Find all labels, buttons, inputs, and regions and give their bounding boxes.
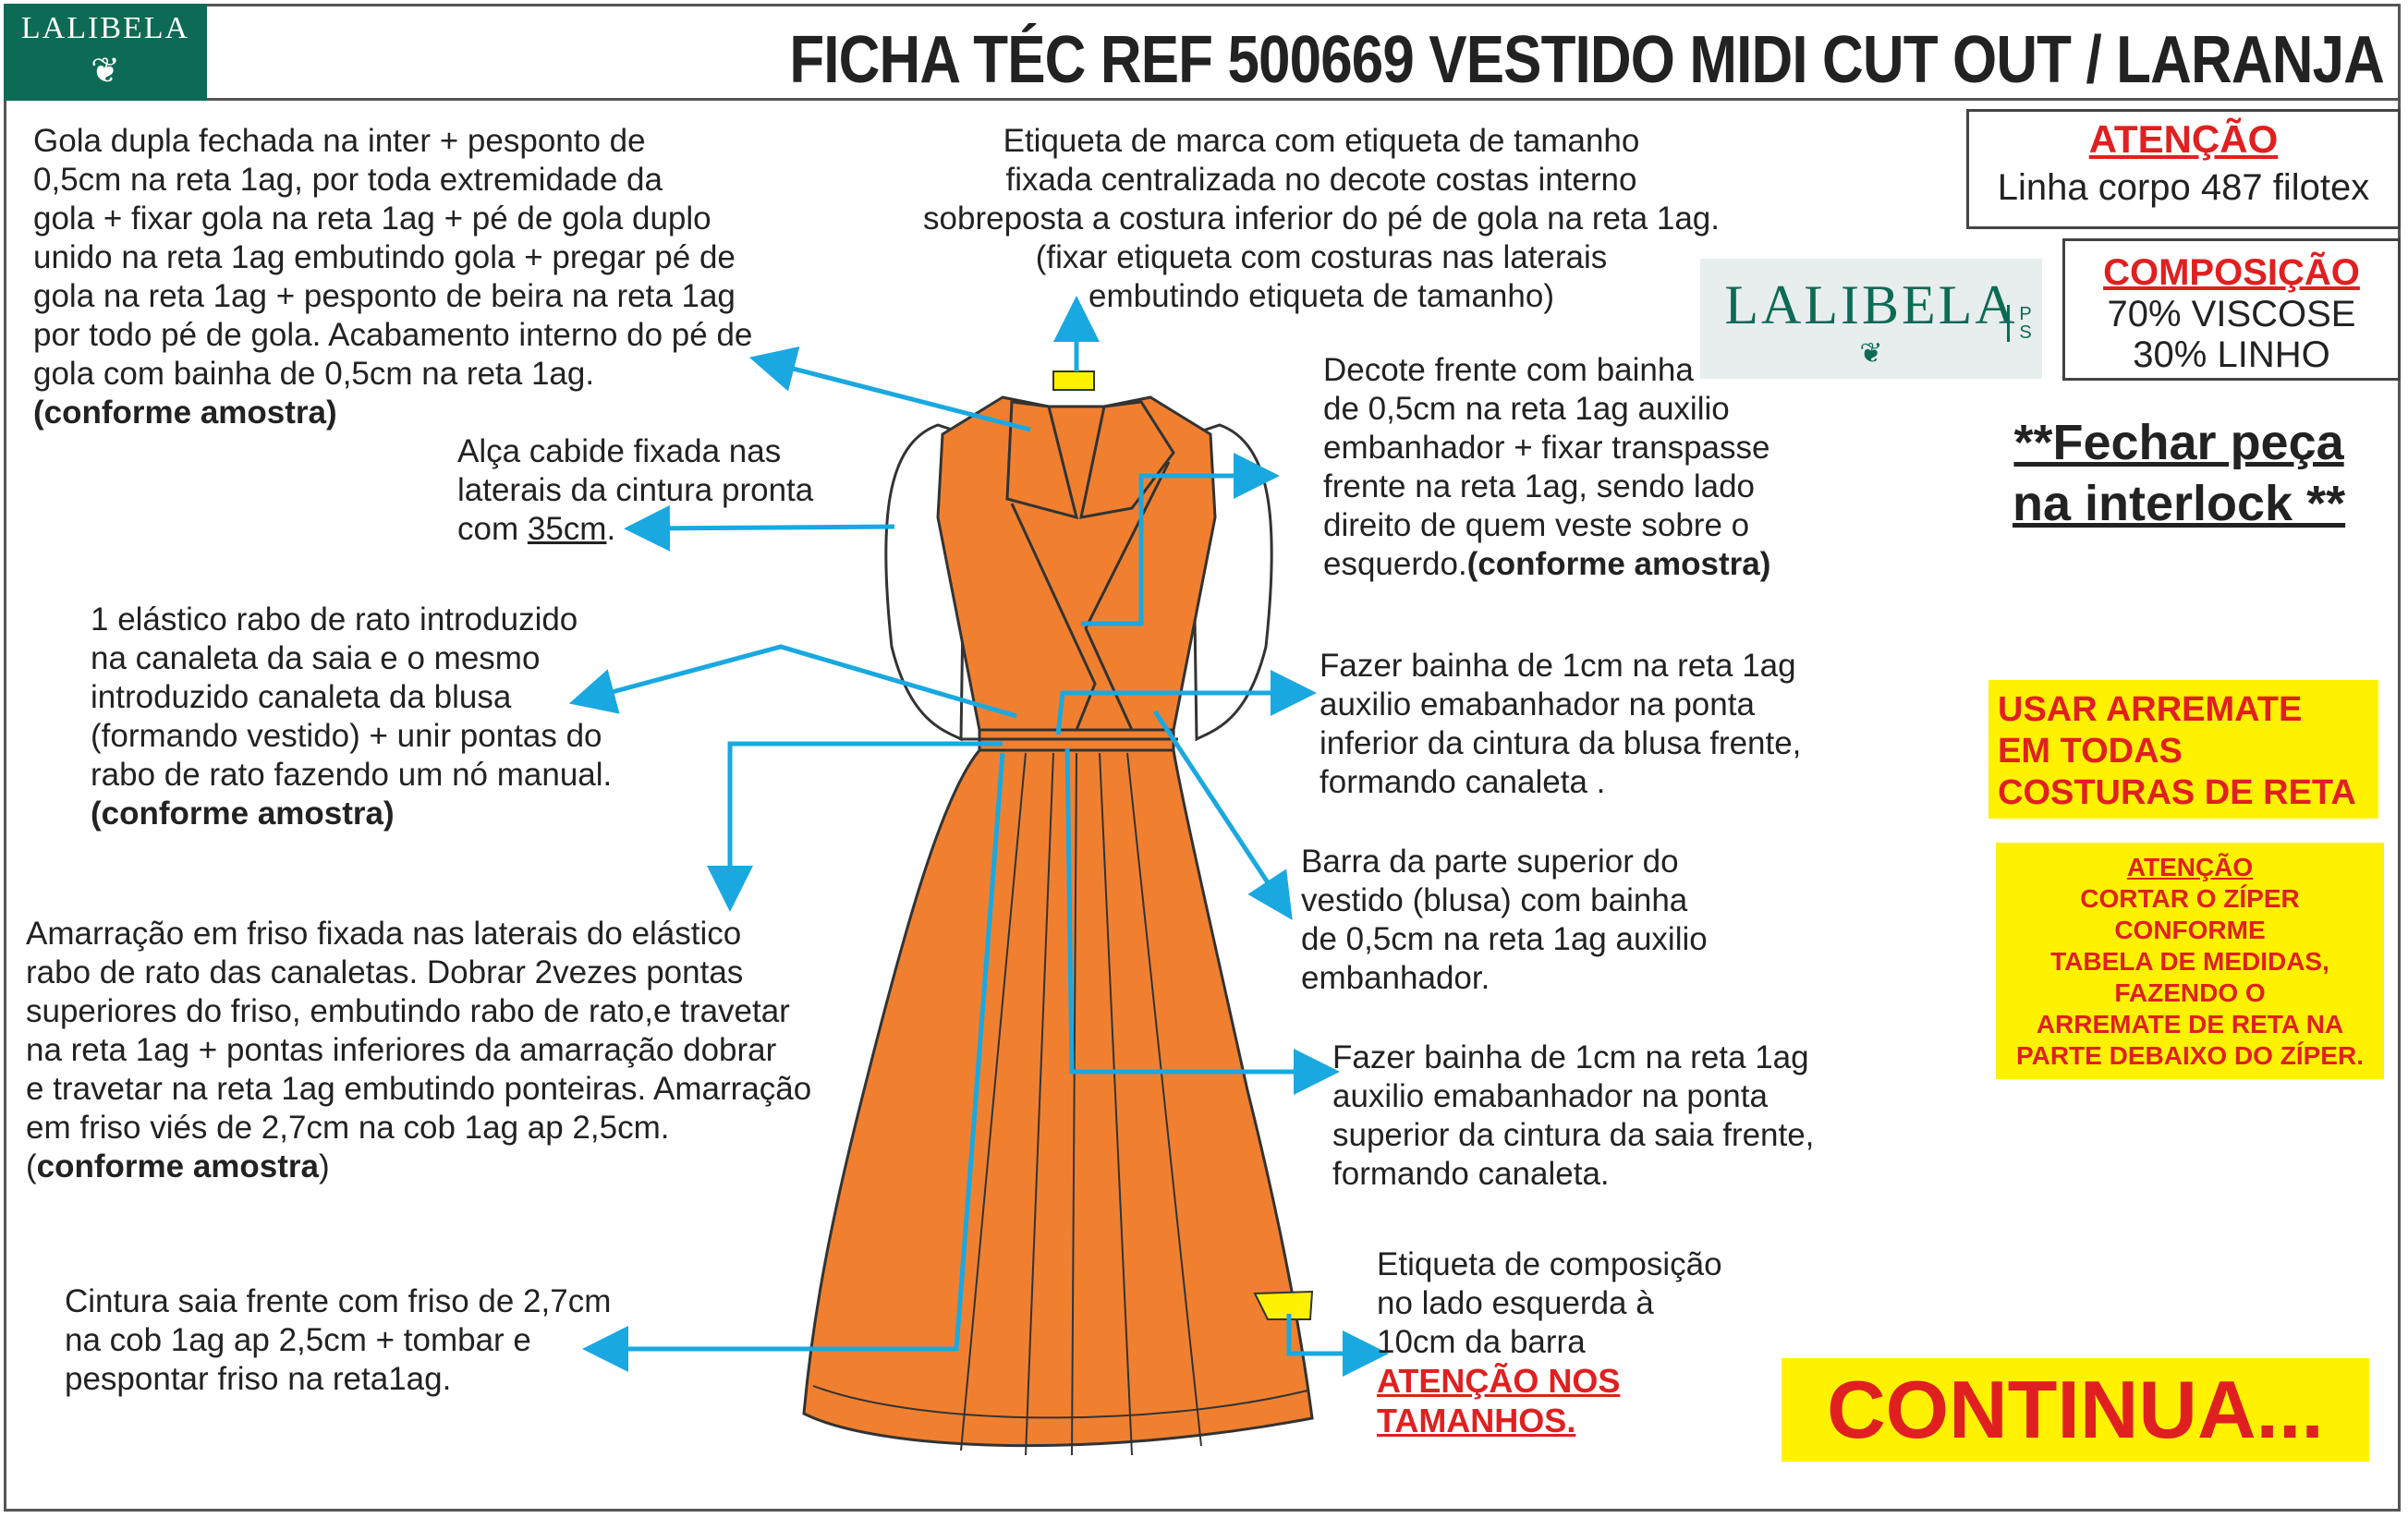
annotation-etiqueta-marca: Etiqueta de marca com etiqueta de tamanho fixada centralizada no decote costas interno sobreposta a costura inferior do pé de gola na reta 1ag. (fixar etiqueta com costuras nas laterais embutindo etiqueta de tamanho) xyxy=(923,123,1720,314)
annotation-gola-bold: (conforme amostra) xyxy=(33,395,337,431)
atencao-box xyxy=(1966,109,2401,229)
annotation-bainha-inferior: Fazer bainha de 1cm na reta 1ag auxilio emabanhador na ponta inferior da cintura da blusa frente, formando canaleta . xyxy=(1320,648,1802,800)
annotation-amarracao-paren-close: ) xyxy=(319,1148,330,1184)
annotation-elastico-text: 1 elástico rabo de rato introduzido na canaleta da saia e o mesmo introduzido canaleta da blusa (formando vestido) + unir pontas do rabo de rato fazendo um nó manual. xyxy=(91,601,613,793)
atencao-box-title: ATENÇÃO xyxy=(2088,117,2279,161)
annotation-decote xyxy=(1323,351,1770,584)
annotation-cintura: Cintura saia frente com friso de 2,7cm na cob 1ag ap 2,5cm + tombar e pespontar friso na reta1ag. xyxy=(65,1283,612,1397)
composicao-box-line2: 30% LINHO xyxy=(2133,334,2330,375)
annotation-bainha-superior: Fazer bainha de 1cm na reta 1ag auxilio emabanhador na ponta superior da cintura da saia frente, formando canaleta. xyxy=(1332,1039,1815,1192)
annotation-etiqueta-comp-warning: ATENÇÃO NOS TAMANHOS. xyxy=(1377,1362,1621,1439)
arrow-gola xyxy=(772,363,1030,430)
atencao-box-text: Linha corpo 487 filotex xyxy=(1997,167,2370,208)
page-title: FICHA TÉC REF 500669 VESTIDO MIDI CUT OUT / LARANJA xyxy=(789,23,2384,97)
label-logo xyxy=(1700,259,2042,379)
label-sizes: P S xyxy=(2007,305,2041,342)
ziper-note-title: ATENÇÃO xyxy=(2126,853,2254,881)
label-logo-text: LALIBELA xyxy=(1724,274,2018,335)
continua-banner: CONTINUA... xyxy=(1782,1358,2369,1462)
fechar-note: **Fechar peça na interlock ** xyxy=(2013,415,2346,531)
annotation-barra-superior: Barra da parte superior do vestido (blusa) com bainha de 0,5cm na reta 1ag auxilio embanhador. xyxy=(1301,844,1708,996)
annotation-gola-text: Gola dupla fechada na inter + pesponto de 0,5cm na reta 1ag, por toda extremidade da gola + fixar gola na reta 1ag + pé de gola duplo unido na reta 1ag embutindo gola + pregar pé de gola na reta 1ag + pesponto de beira na reta 1ag por todo pé de gola. Acabamento interno do pé de gola com bainha de 0,5cm na reta 1ag. xyxy=(33,123,753,392)
annotation-elastico-bold: (conforme amostra) xyxy=(91,795,395,832)
bee-icon: ❦ xyxy=(91,52,120,91)
annotation-amarracao-paren-open: ( xyxy=(26,1148,37,1184)
composicao-box-line1: 70% VISCOSE xyxy=(2107,294,2356,334)
annotation-etiqueta-comp xyxy=(1377,1245,1722,1441)
annotation-amarracao-bold: conforme amostra xyxy=(36,1148,320,1184)
brand-label-marker xyxy=(1053,371,1094,390)
annotation-decote-bold: (conforme amostra) xyxy=(1466,546,1771,582)
composicao-box xyxy=(2062,238,2401,381)
skirt xyxy=(804,750,1312,1446)
annotation-amarracao-text: Amarração em friso fixada nas laterais do elástico rabo de rato das canaletas. Dobrar 2vezes pontas superiores do friso, embutindo rabo de rato,e travetar na reta 1ag + pontas inferiores da amarração dobrar e travetar na reta 1ag embutindo ponteiras. Amarração em friso viés de 2,7cm na cob 1ag ap 2,5cm. xyxy=(26,916,812,1146)
annotation-alca xyxy=(457,432,813,549)
annotation-alca-text: Alça cabide fixada nas laterais da cintura pronta com xyxy=(457,433,814,547)
bee-icon: ❦ xyxy=(1859,338,1883,369)
annotation-etiqueta-comp-text: Etiqueta de composição no lado esquerda à 10cm da barra xyxy=(1377,1246,1722,1360)
annotation-amarracao xyxy=(26,915,811,1186)
brand-logo-text: LALIBELA xyxy=(20,11,190,45)
arremate-note: USAR ARREMATE EM TODAS COSTURAS DE RETA xyxy=(1988,680,2378,819)
annotation-gola xyxy=(33,122,752,432)
annotation-elastico xyxy=(91,601,612,833)
composicao-box-title: COMPOSIÇÃO xyxy=(2103,252,2360,293)
ziper-note-text: CORTAR O ZÍPER CONFORME TABELA DE MEDIDAS, FAZENDO O ARREMATE DE RETA NA PARTE DEBAIXO DO ZÍPER. xyxy=(2016,884,2364,1070)
annotation-alca-measure: 35cm xyxy=(527,511,607,547)
annotation-alca-end: . xyxy=(606,511,616,547)
annotation-decote-text: Decote frente com bainha de 0,5cm na reta 1ag auxilio embanhador + fixar transpasse frente na reta 1ag, sendo lado direito de quem veste sobre o esquerdo. xyxy=(1323,352,1770,582)
bodice xyxy=(938,397,1215,730)
ziper-note xyxy=(1996,843,2384,1079)
